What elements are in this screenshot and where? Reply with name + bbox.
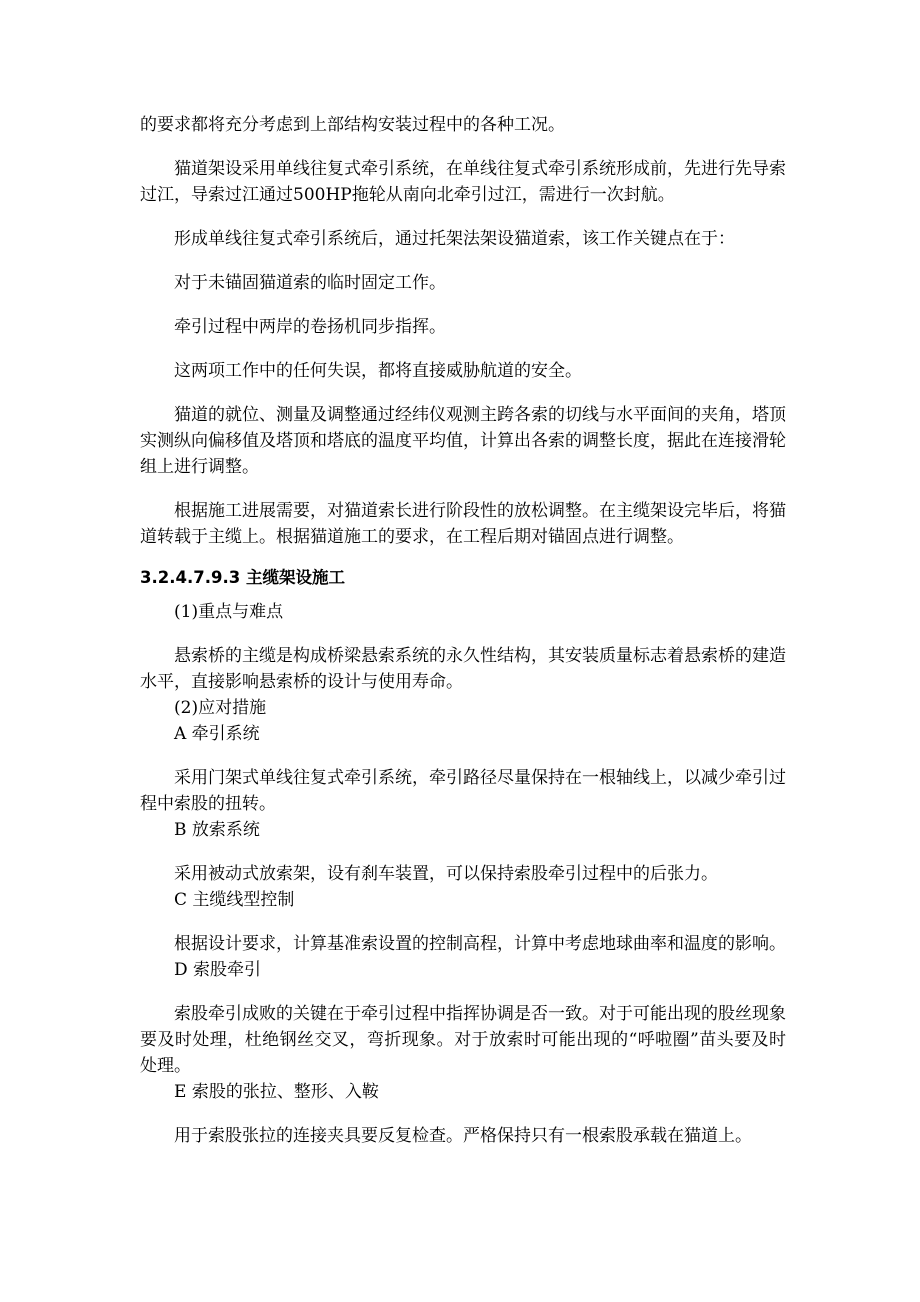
paragraph-safety: 这两项工作中的任何失误，都将直接威胁航道的安全。 — [174, 361, 582, 381]
item-text-traction-system: 采用门架式单线往复式牵引系统，牵引路径尽量保持在一根轴线上，以减少牵引过程中索股的扭转。 — [140, 768, 786, 814]
paragraph-loosening: 根据施工进展需要，对猫道索长进行阶段性的放松调整。在主缆架设完毕后，将猫道转载于主缆上。根据猫道施工的要求，在工程后期对锚固点进行调整。 — [140, 501, 786, 547]
item-text-payout-system: 采用被动式放索架，设有刹车装置，可以保持索股牵引过程中的后张力。 — [174, 864, 718, 884]
paragraph-continuation: 的要求都将充分考虑到上部结构安装过程中的各种工况。 — [140, 115, 565, 135]
paragraph-winch-sync: 牵引过程中两岸的卷扬机同步指挥。 — [174, 317, 446, 337]
item-text-tensioning: 用于索股张拉的连接夹具要反复检查。严格保持只有一根索股承载在猫道上。 — [174, 1126, 752, 1146]
subheading-key-points: (1)重点与难点 — [174, 602, 284, 622]
paragraph-temporary-fix: 对于未锚固猫道索的临时固定工作。 — [174, 273, 446, 293]
paragraph-main-cable: 悬索桥的主缆是构成桥梁悬索系统的永久性结构，其安装质量标志着悬索桥的建造水平，直接影响悬索桥的设计与使用寿命。 — [140, 646, 786, 692]
item-title-tensioning: E 索股的张拉、整形、入鞍 — [174, 1082, 379, 1102]
item-title-payout-system: B 放索系统 — [174, 820, 260, 840]
section-heading: 3.2.4.7.9.3 主缆架设施工 — [140, 568, 345, 587]
item-text-strand-traction: 索股牵引成败的关键在于牵引过程中指挥协调是否一致。对于可能出现的股丝现象要及时处理，杜绝钢丝交叉，弯折现象。对于放索时可能出现的“呼啦圈”苗头要及时处理。 — [140, 1004, 786, 1076]
item-title-strand-traction: D 索股牵引 — [174, 960, 262, 980]
item-title-alignment-control: C 主缆线型控制 — [174, 890, 295, 910]
item-title-traction-system: A 牵引系统 — [174, 724, 260, 744]
subheading-measures: (2)应对措施 — [174, 698, 267, 718]
paragraph-catwalk-cable: 形成单线往复式牵引系统后，通过托架法架设猫道索，该工作关键点在于： — [174, 229, 735, 249]
document-page — [140, 112, 786, 1149]
item-text-alignment-control: 根据设计要求，计算基准索设置的控制高程，计算中考虑地球曲率和温度的影响。 — [174, 934, 786, 954]
paragraph-adjustment: 猫道的就位、测量及调整通过经纬仪观测主跨各索的切线与水平面间的夹角，塔顶实测纵向偏移值及塔顶和塔底的温度平均值，计算出各索的调整长度，据此在连接滑轮组上进行调整。 — [140, 405, 786, 477]
paragraph-catwalk-traction: 猫道架设采用单线往复式牵引系统，在单线往复式牵引系统形成前，先进行先导索过江，导索过江通过500HP拖轮从南向北牵引过江，需进行一次封航。 — [140, 159, 786, 205]
